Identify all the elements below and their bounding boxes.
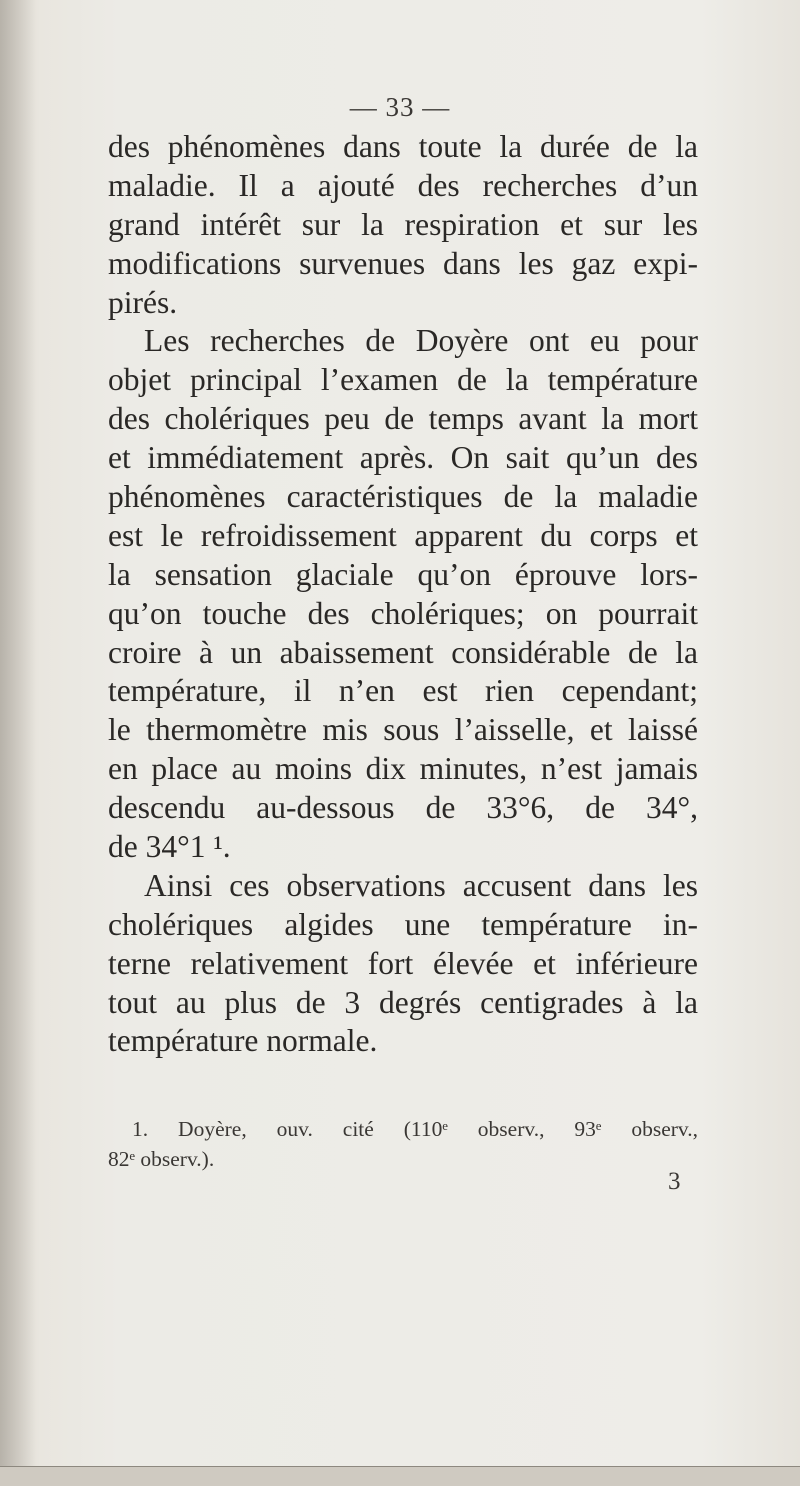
text-line: phénomènes caractéristiques de la maladie <box>108 479 698 515</box>
text-line: maladie. Il a ajouté des recherches d’un <box>108 167 698 203</box>
footnote-line-1: 1. Doyère, ouv. cité (110ᵉ observ., 93ᵉ observ., <box>132 1117 698 1141</box>
text-line: descendu au-dessous de 33°6, de 34°, <box>108 790 698 826</box>
text-line: terne relativement fort élevée et inférieure <box>108 945 698 981</box>
text-line: tout au plus de 3 degrés centigrades à la <box>108 984 698 1020</box>
text-line: température normale. <box>108 1023 378 1059</box>
signature-mark: 3 <box>668 1168 681 1195</box>
text-line: objet principal l’examen de la température <box>108 362 698 398</box>
text-line: qu’on touche des cholériques; on pourrait <box>108 595 698 631</box>
text-line: des cholériques peu de temps avant la mort <box>108 401 698 437</box>
text-line: de 34°1 ¹. <box>108 829 231 865</box>
text-line: cholériques algides une température in- <box>108 906 698 942</box>
text-line: grand intérêt sur la respiration et sur les <box>108 206 698 242</box>
binding-shadow <box>0 0 36 1485</box>
body-text <box>108 128 698 1061</box>
text-line: en place au moins dix minutes, n’est jamais <box>108 751 698 787</box>
page-number-header: — 33 — <box>349 92 451 122</box>
footnote <box>108 1114 698 1174</box>
text-line: température, il n’en est rien cependant; <box>108 673 698 709</box>
text-line: pirés. <box>108 284 178 320</box>
page-bottom-edge <box>0 1466 800 1486</box>
text-line: croire à un abaissement considérable de la <box>108 634 698 670</box>
text-line: des phénomènes dans toute la durée de la <box>108 129 698 164</box>
footnote-line-2: 82ᵉ observ.). <box>108 1147 215 1171</box>
text-line: Les recherches de Doyère ont eu pour <box>144 323 698 359</box>
text-line: modifications survenues dans les gaz expi- <box>108 245 698 281</box>
text-line: Ainsi ces observations accusent dans les <box>144 867 698 903</box>
text-line: le thermomètre mis sous l’aisselle, et laissé <box>108 712 698 748</box>
text-line: la sensation glaciale qu’on éprouve lors- <box>108 556 698 592</box>
text-line: est le refroidissement apparent du corps et <box>108 517 698 553</box>
text-line: et immédiatement après. On sait qu’un des <box>108 440 698 476</box>
